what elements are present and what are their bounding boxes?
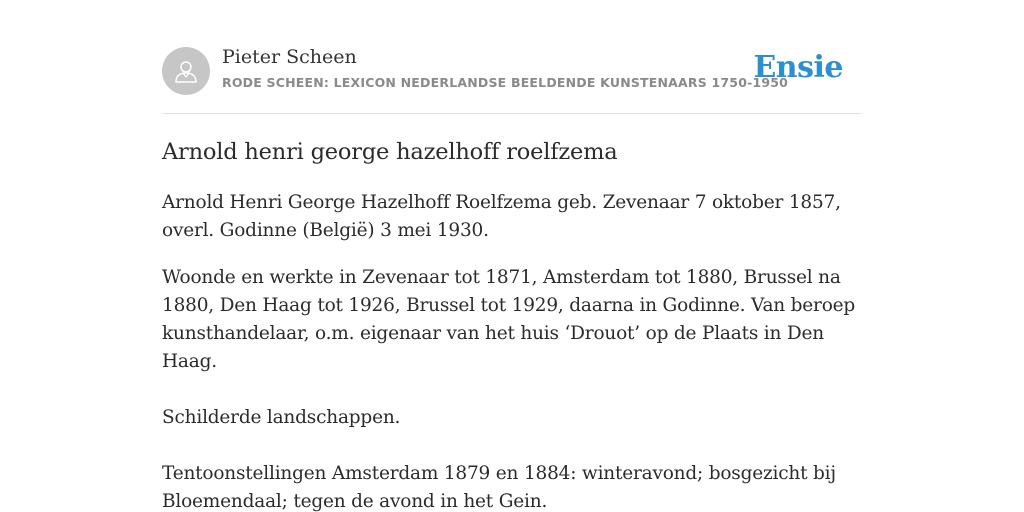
article-paragraph: Tentoonstellingen Amsterdam 1879 en 1884: winteravond; bosgezicht bij Bloemendaal; tegen de avond in het Gein. [162, 463, 836, 512]
header-divider [162, 113, 862, 114]
article [162, 136, 862, 512]
article-paragraph: Arnold Henri George Hazelhoff Roelfzema geb. Zevenaar 7 oktober 1857, overl. Godinne (België) 3 mei 1930. [162, 192, 841, 241]
ensie-logo[interactable]: Ensie [753, 50, 843, 85]
entry-header [162, 46, 862, 96]
article-paragraph: Schilderde landschappen. [162, 407, 401, 428]
user-icon [172, 57, 200, 85]
source-title[interactable]: RODE SCHEEN: LEXICON NEDERLANDSE BEELDENDE KUNSTENAARS 1750-1950 [222, 75, 789, 90]
page-title: Arnold henri george hazelhoff roelfzema [162, 139, 618, 165]
avatar[interactable] [162, 47, 210, 95]
article-paragraph: Woonde en werkte in Zevenaar tot 1871, Amsterdam tot 1880, Brussel na 1880, Den Haag tot 1926, Brussel tot 1929, daarna in Godinne. Van beroep kunsthandelaar, o.m. eigenaar van het huis ‘Drouot’ op de Plaats in Den Haag. [162, 267, 856, 372]
author-name[interactable]: Pieter Scheen [222, 46, 357, 68]
